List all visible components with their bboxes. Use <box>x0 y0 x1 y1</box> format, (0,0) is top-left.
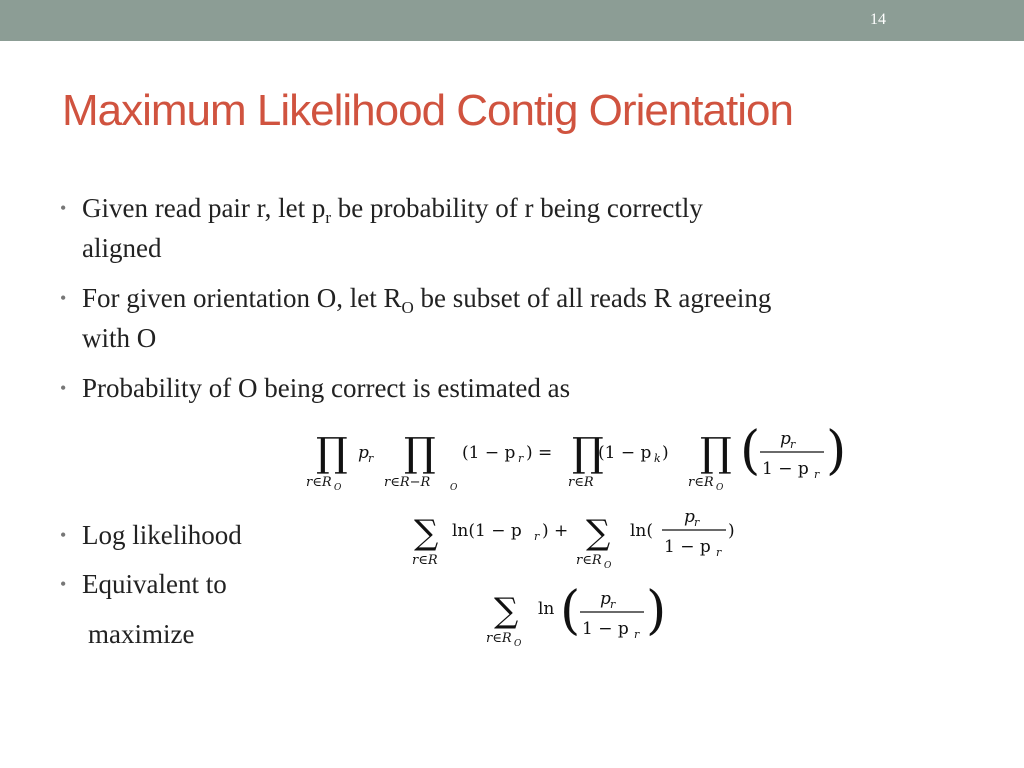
svg-text:r∈R: r∈R <box>306 475 332 490</box>
svg-text:r: r <box>634 628 640 641</box>
svg-text:O: O <box>334 483 342 493</box>
svg-text:r∈R: r∈R <box>486 631 512 646</box>
bullet-text-continuation: aligned <box>82 233 162 263</box>
bullet-dot: • <box>60 525 67 545</box>
product-symbol: ∏ <box>404 430 436 476</box>
svg-text:O: O <box>716 483 724 493</box>
svg-text:): ) <box>728 521 735 541</box>
svg-text:p: p <box>684 507 695 527</box>
svg-text:(1 − p: (1 − p <box>598 443 652 463</box>
equation-maximize <box>484 580 674 650</box>
bullet-text: For given orientation O, let $R_O$ be subset of all reads R agreeing <box>82 283 772 317</box>
svg-text:1 − p: 1 − p <box>582 619 629 639</box>
svg-text:) +: ) + <box>542 521 569 541</box>
svg-text:p: p <box>358 443 369 463</box>
bullet-dot: • <box>60 198 67 218</box>
slide-title: Maximum Likelihood Contig Orientation <box>62 86 793 135</box>
sum-symbol: ∑ <box>494 591 519 631</box>
svg-text:) =: ) = <box>526 443 553 463</box>
svg-text:r: r <box>610 598 616 611</box>
bullet-dot: • <box>60 288 67 308</box>
svg-text:r∈R: r∈R <box>576 553 602 568</box>
svg-text:O: O <box>514 639 522 649</box>
svg-text:r∈R: r∈R <box>568 475 594 490</box>
svg-text:r∈R: r∈R <box>412 553 438 568</box>
bullet-dot: • <box>60 378 67 398</box>
header-bar <box>0 0 1024 41</box>
right-paren: ) <box>646 581 667 641</box>
svg-text:1 − p: 1 − p <box>762 459 809 479</box>
svg-text:r: r <box>534 530 540 543</box>
svg-text:(1 − p: (1 − p <box>462 443 516 463</box>
svg-text:): ) <box>662 443 669 463</box>
bullet-text: Equivalent to <box>82 569 227 599</box>
bullet-text-continuation: maximize <box>88 619 195 649</box>
equation-log-likelihood <box>408 506 748 570</box>
svg-text:r∈R: r∈R <box>688 475 714 490</box>
bullet-text: Probability of O being correct is estimated as <box>82 373 571 403</box>
svg-text:ln(: ln( <box>630 521 654 541</box>
product-symbol: ∏ <box>700 430 732 476</box>
svg-text:r: r <box>518 452 524 465</box>
svg-text:ln: ln <box>538 599 555 619</box>
bullet-text: Given read pair r, let $p_r$ be probability of r being correctly <box>82 193 703 227</box>
product-symbol: ∏ <box>572 430 604 476</box>
svg-text:r: r <box>814 468 820 481</box>
svg-text:O: O <box>604 561 612 570</box>
svg-text:k: k <box>654 452 661 465</box>
bullet-text-continuation: with O <box>82 323 157 353</box>
svg-text:ln(1 − p: ln(1 − p <box>452 521 522 541</box>
svg-text:O: O <box>450 483 458 493</box>
product-symbol: ∏ <box>316 430 348 476</box>
svg-text:p: p <box>780 429 791 449</box>
svg-text:r∈R−R: r∈R−R <box>384 475 431 490</box>
svg-text:p: p <box>600 589 611 609</box>
left-paren: ( <box>560 581 581 641</box>
svg-text:r: r <box>790 438 796 451</box>
bullet-dot: • <box>60 574 67 594</box>
equation-probability <box>300 418 860 496</box>
svg-text:r: r <box>694 516 700 529</box>
sum-symbol: ∑ <box>414 513 439 553</box>
sum-symbol: ∑ <box>586 513 611 553</box>
svg-text:1 − p: 1 − p <box>664 537 711 557</box>
right-paren: ) <box>826 421 847 481</box>
left-paren: ( <box>740 421 761 481</box>
page-number: 14 <box>870 11 886 28</box>
bullet-text: Log likelihood <box>82 520 242 550</box>
svg-text:r: r <box>716 546 722 559</box>
svg-text:r: r <box>368 452 374 465</box>
